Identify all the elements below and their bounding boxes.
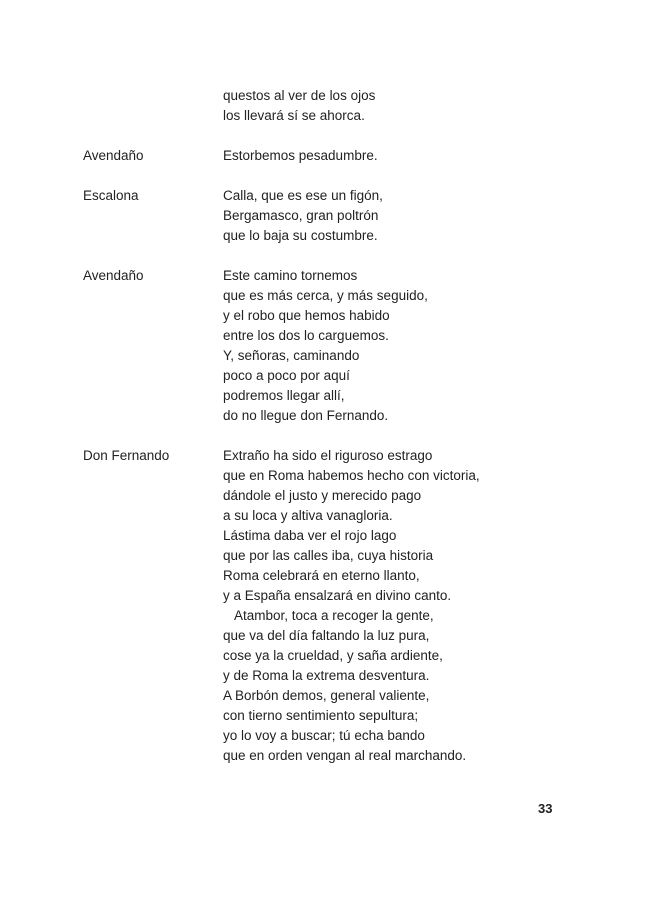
verse-line: Extraño ha sido el riguroso estrago bbox=[223, 448, 433, 463]
verse-line: A Borbón demos, general valiente, bbox=[223, 688, 430, 703]
verse-lines bbox=[223, 186, 383, 246]
verse-line: que va del día faltando la luz pura, bbox=[223, 628, 430, 643]
verse-line: Calla, que es ese un figón, bbox=[223, 188, 383, 203]
verse-line: y de Roma la extrema desventura. bbox=[223, 668, 430, 683]
verse-line: y a España ensalzará en divino canto. bbox=[223, 588, 452, 603]
verse-lines bbox=[223, 86, 375, 126]
verse-line: con tierno sentimiento sepultura; bbox=[223, 708, 419, 723]
verse-line: Este camino tornemos bbox=[223, 268, 358, 283]
verse-line: yo lo voy a buscar; tú echa bando bbox=[223, 728, 425, 743]
verse-lines bbox=[223, 266, 428, 426]
verse-line: podremos llegar allí, bbox=[223, 388, 345, 403]
verse-lines bbox=[223, 146, 378, 166]
verse-line: Roma celebrará en eterno llanto, bbox=[223, 568, 420, 583]
verse-line: a su loca y altiva vanagloria. bbox=[223, 508, 393, 523]
verse-line: poco a poco por aquí bbox=[223, 368, 350, 383]
verse-line: cose ya la crueldad, y saña ardiente, bbox=[223, 648, 443, 663]
speaker-name: Don Fernando bbox=[83, 448, 170, 463]
verse-line: Estorbemos pesadumbre. bbox=[223, 148, 378, 163]
verse-line: Bergamasco, gran poltrón bbox=[223, 208, 379, 223]
speaker-name: Avendaño bbox=[83, 148, 144, 163]
verse-lines bbox=[223, 446, 480, 766]
verse-line: do no llegue don Fernando. bbox=[223, 408, 389, 423]
verse-line: entre los dos lo carguemos. bbox=[223, 328, 389, 343]
verse-line: que en Roma habemos hecho con victoria, bbox=[223, 468, 480, 483]
verse-line: que por las calles iba, cuya historia bbox=[223, 548, 434, 563]
verse-line: dándole el justo y merecido pago bbox=[223, 488, 422, 503]
speaker-name: Escalona bbox=[83, 188, 139, 203]
verse-line: questos al ver de los ojos bbox=[223, 88, 376, 103]
verse-line: los llevará sí se ahorca. bbox=[223, 108, 365, 123]
speaker-name: Avendaño bbox=[83, 268, 144, 283]
verse-line-indented: Atambor, toca a recoger la gente, bbox=[234, 608, 434, 623]
verse-line: que lo baja su costumbre. bbox=[223, 228, 378, 243]
page-number: 33 bbox=[538, 801, 553, 816]
verse-line: y el robo que hemos habido bbox=[223, 308, 390, 323]
verse-line: que en orden vengan al real marchando. bbox=[223, 748, 467, 763]
verse-line: que es más cerca, y más seguido, bbox=[223, 288, 428, 303]
verse-line: Lástima daba ver el rojo lago bbox=[223, 528, 397, 543]
verse-line: Y, señoras, caminando bbox=[223, 348, 360, 363]
